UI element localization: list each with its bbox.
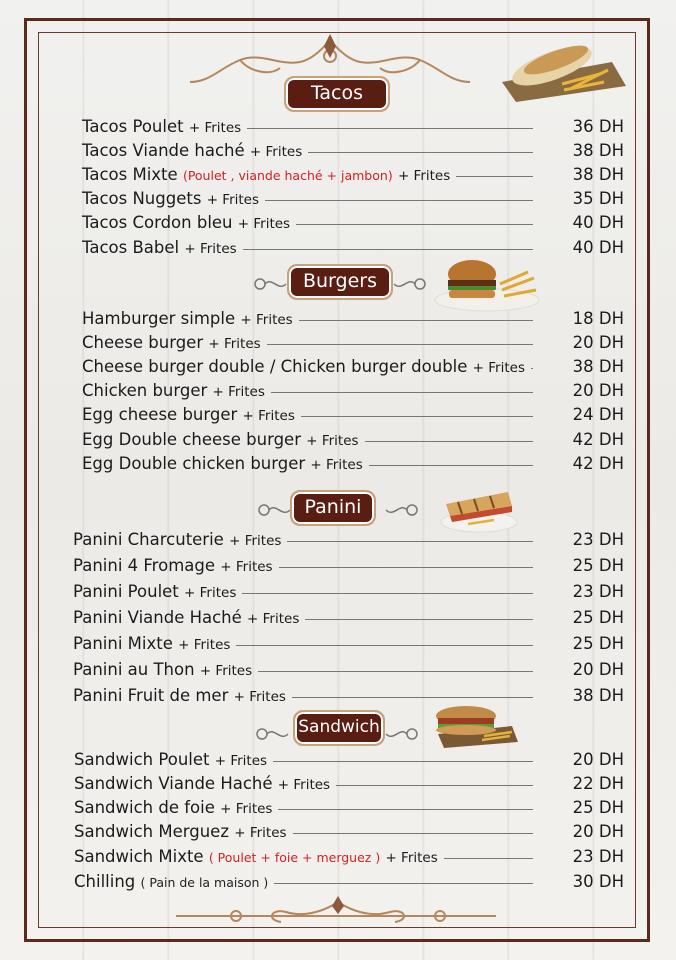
item-extra: + Frites [184,585,237,601]
menu-item-row [73,660,624,682]
item-extra: + Frites [220,801,273,817]
item-name-text: Chilling [74,872,136,891]
leader-line [305,619,532,620]
menu-item-price: 25 DH [572,556,624,575]
tacos-plate-icon [492,26,630,102]
menu-item-name [74,798,272,817]
item-name-text: Chicken burger [82,381,208,400]
item-extra: + Frites [472,360,525,376]
item-name-text: Sandwich Viande Haché [74,774,273,793]
menu-item-name [82,165,450,184]
menu-item-price: 23 DH [572,582,624,601]
menu-item-name [73,634,230,653]
menu-item-name [74,872,268,891]
menu-item-row [82,381,624,403]
item-extra: + Frites [306,433,359,449]
menu-item-row [73,582,624,604]
item-name-text: Cheese burger double / Chicken burger double [82,357,468,376]
item-extra: + Frites [233,689,286,705]
menu-item-name [82,238,237,257]
leader-line [274,883,532,884]
leader-line [236,645,532,646]
item-extra: + Frites [206,192,260,208]
item-name-text: Egg Double chicken burger [82,454,306,473]
menu-item-name [82,357,525,376]
menu-item-row [82,430,624,452]
leader-line [301,416,533,417]
menu-item-price: 25 DH [572,798,624,817]
menu-item-price: 22 DH [572,774,624,793]
menu-item-row [73,686,624,708]
leader-line [271,392,533,393]
item-extra: + Frites [397,168,451,184]
menu-item-name [73,608,299,627]
leader-line [278,809,532,810]
menu-item-row [82,213,624,235]
menu-item-price: 38 DH [572,165,624,184]
item-extra: + Frites [234,825,287,841]
item-name-text: Cheese burger [82,333,204,352]
item-name-text: Hamburger simple [82,309,236,328]
section-title-tacos: Tacos [284,76,390,112]
item-extra: + Frites [212,384,265,400]
menu-item-name [82,309,293,328]
section-title-burgers: Burgers [287,264,393,300]
item-extra: + Frites [188,120,242,136]
item-extra: + Frites [385,850,438,866]
menu-item-name [82,333,261,352]
leader-line [247,128,532,129]
menu-item-name [82,454,363,473]
item-name-text: Panini Viande Haché [73,608,242,627]
menu-item-price: 38 DH [572,357,624,376]
panini-plate-icon [438,482,520,534]
leader-line [296,224,533,225]
item-name-text: Sandwich Mixte [74,847,204,866]
menu-item-row [74,872,624,894]
menu-item-price: 20 DH [572,822,624,841]
leader-line [265,200,533,201]
item-extra: + Frites [178,637,231,653]
item-extra: + Frites [214,753,268,769]
menu-item-row [74,847,624,869]
leader-line [279,567,533,568]
section-title-panini: Panini [290,490,376,526]
menu-item-row [82,189,624,211]
leader-line [336,785,533,786]
item-name-text: Sandwich de foie [74,798,215,817]
item-name-text: Sandwich Poulet [74,750,210,769]
item-name-text: Tacos Nuggets [82,189,202,208]
menu-item-name [82,213,290,232]
menu-item-price: 18 DH [572,309,624,328]
menu-item-name [82,405,295,424]
menu-item-price: 40 DH [572,238,624,257]
menu-item-price: 40 DH [572,213,624,232]
item-extra: + Frites [220,559,273,575]
item-name-text: Tacos Babel [82,238,180,257]
menu-item-price: 38 DH [572,686,624,705]
item-name-text: Egg cheese burger [82,405,238,424]
item-extra: + Frites [247,611,300,627]
menu-item-price: 25 DH [572,634,624,653]
item-name-text: Panini au Thon [73,660,195,679]
item-extra: + Frites [208,336,261,352]
menu-item-name [82,141,302,160]
item-name-text: Tacos Poulet [82,117,184,136]
menu-item-row [73,530,624,552]
menu-item-name [73,686,286,705]
menu-item-name [82,189,259,208]
menu-item-row [82,309,624,331]
leader-line [292,697,533,698]
leader-line [258,671,533,672]
menu-item-price: 38 DH [572,141,624,160]
menu-item-name [82,430,359,449]
leader-line [299,320,533,321]
menu-item-price: 30 DH [572,872,624,891]
leader-line [444,858,533,859]
menu-item-row [74,750,624,772]
item-name-text: Tacos Mixte [82,165,178,184]
item-extra: + Frites [184,241,237,257]
menu-item-row [74,822,624,844]
menu-item-price: 20 DH [572,333,624,352]
leader-line [293,833,533,834]
menu-item-price: 23 DH [572,530,624,549]
menu-item-price: 35 DH [572,189,624,208]
item-extra: + Frites [199,663,253,679]
item-extra: + Frites [229,533,282,549]
item-extra: + Frites [240,312,293,328]
item-name-text: Panini Fruit de mer [73,686,229,705]
menu-item-name [74,774,330,793]
menu-item-row [73,634,624,656]
menu-item-name [74,750,267,769]
menu-item-price: 42 DH [572,454,624,473]
menu-item-row [82,117,624,139]
item-extra: + Frites [277,777,331,793]
leader-line [287,541,532,542]
section-title-sandwich: Sandwich [293,710,385,746]
menu-item-row [82,165,624,187]
item-name-text: Panini Mixte [73,634,173,653]
menu-item-row [82,141,624,163]
menu-item-row [73,608,624,630]
menu-item-price: 25 DH [572,608,624,627]
menu-item-price: 20 DH [572,660,624,679]
menu-item-row [73,556,624,578]
menu-item-name [73,660,252,679]
menu-item-price: 42 DH [572,430,624,449]
item-name-text: Egg Double cheese burger [82,430,301,449]
menu-item-price: 20 DH [572,750,624,769]
menu-item-row [82,454,624,476]
menu-item-price: 24 DH [572,405,624,424]
item-name-text: Panini 4 Fromage [73,556,216,575]
item-name-text: Tacos Cordon bleu [82,213,233,232]
bottom-ornament-icon [176,896,500,932]
menu-item-name [73,530,281,549]
menu-item-name [82,117,241,136]
leader-line [369,465,533,466]
item-name-text: Sandwich Merguez [74,822,229,841]
menu-item-price: 36 DH [572,117,624,136]
menu-item-name [73,556,273,575]
menu-item-row [82,333,624,355]
menu-item-name [74,822,287,841]
leader-line [273,761,533,762]
leader-line [531,368,533,369]
menu-item-row [82,357,624,379]
item-extra: + Frites [237,216,291,232]
menu-item-row [82,405,624,427]
menu-item-price: 23 DH [572,847,624,866]
burger-plate-icon [432,254,542,312]
menu-item-row [82,238,624,260]
leader-line [267,344,533,345]
menu-item-name [74,847,438,866]
leader-line [456,176,532,177]
leader-line [243,249,533,250]
leader-line [365,441,533,442]
item-note: ( Pain de la maison ) [140,875,269,890]
item-name-text: Panini Charcuterie [73,530,224,549]
item-name-text: Panini Poulet [73,582,179,601]
leader-line [242,593,532,594]
menu-item-row [74,774,624,796]
item-extra: + Frites [249,144,303,160]
menu-item-name [82,381,265,400]
item-extra: + Frites [242,408,295,424]
menu-item-row [74,798,624,820]
leader-line [308,152,532,153]
item-note: (Poulet , viande haché + jambon) [182,168,393,183]
item-extra: + Frites [310,457,363,473]
item-name-text: Tacos Viande haché [82,141,245,160]
menu-item-name [73,582,236,601]
menu-item-price: 20 DH [572,381,624,400]
item-note: ( Poulet + foie + merguez ) [208,850,381,865]
